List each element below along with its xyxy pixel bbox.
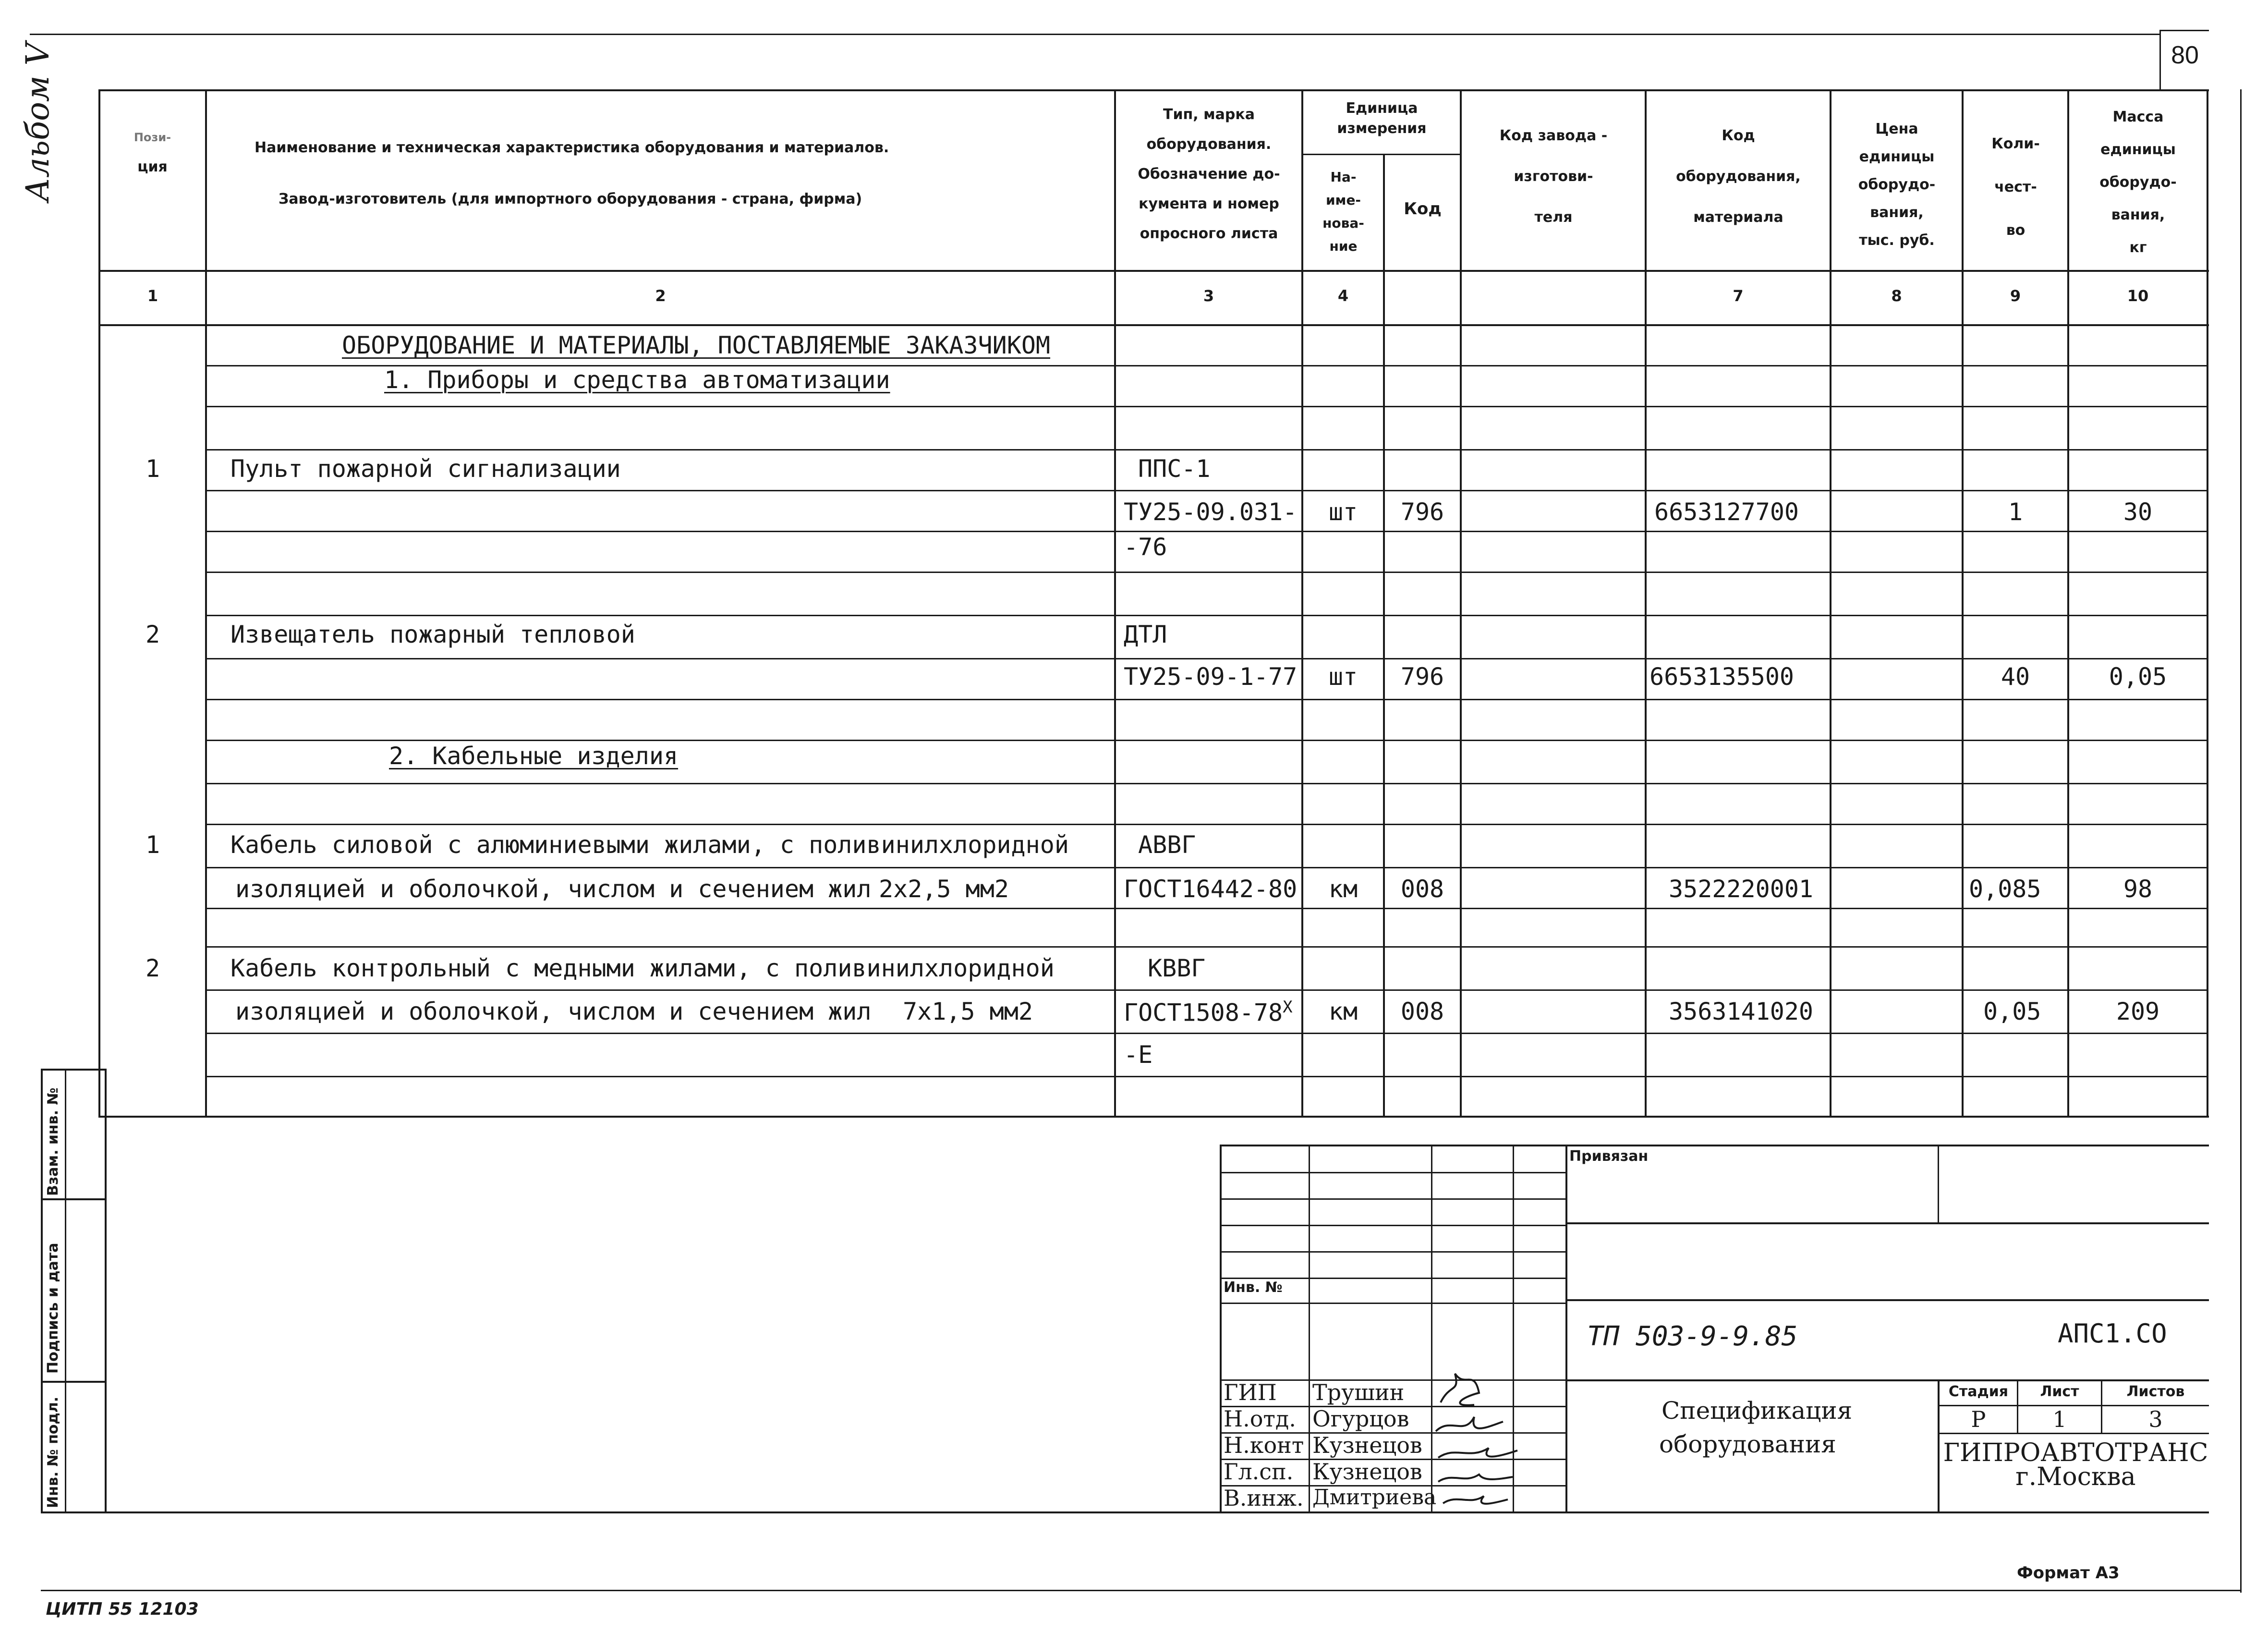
right-rule: [2240, 89, 2242, 1593]
stamp-stage: Р: [1971, 1406, 1986, 1432]
i1-unit: шт: [1328, 498, 1358, 526]
format-label: Формат А3: [2017, 1563, 2120, 1583]
stamp-title-1: Спецификация: [1662, 1397, 1853, 1425]
colnum-9: 9: [2010, 287, 2021, 305]
side-label-1: Взам. инв. №: [45, 1087, 61, 1196]
i4-equip-code: 3563141020: [1669, 998, 1814, 1025]
hdr-col4-l3: нова-: [1322, 215, 1364, 231]
hdr-col6-l3: теля: [1534, 209, 1573, 226]
row-line-7: [205, 658, 2207, 659]
row-line-1: [205, 406, 2207, 407]
i4-doc: [1124, 998, 1293, 1027]
i1-doc1: ТУ25-09.031-: [1124, 498, 1298, 526]
hdr-col4-l1: На-: [1330, 169, 1357, 185]
colnum-7: 7: [1733, 287, 1744, 305]
i3-code: 008: [1400, 875, 1444, 903]
i3-doc: ГОСТ16442-80: [1124, 875, 1298, 903]
stamp-stage-label: Стадия: [1948, 1383, 2009, 1400]
side-label-3: Инв. № подл.: [45, 1396, 61, 1508]
stamp-inv-no: Инв. №: [1224, 1279, 1283, 1296]
i1-name: Пульт пожарной сигнализации: [230, 455, 621, 483]
stamp-v5: [1938, 1145, 1939, 1224]
signature-4: [1438, 1474, 1513, 1482]
stamp-role-4: Гл.сп.: [1224, 1459, 1294, 1485]
hdr-col2: [211, 139, 1109, 207]
col-line-8: [1962, 89, 1964, 1117]
signature-3: [1438, 1448, 1517, 1458]
col-line-4: [1383, 154, 1385, 1117]
stamp-h-main: [1565, 1299, 2209, 1301]
hdr-col8-l3: оборудо-: [1858, 176, 1936, 193]
signature-2: [1436, 1417, 1503, 1431]
table-top: [98, 89, 2209, 91]
col-line-9: [2067, 89, 2069, 1117]
hdr-unit-l2: измерения: [1337, 120, 1427, 137]
stamp-sheets-label: Листов: [2126, 1383, 2185, 1400]
colnum-8: 8: [1891, 287, 1902, 305]
frame-bottom: [41, 1511, 2209, 1513]
i3-equip-code: 3522220001: [1669, 875, 1814, 903]
i1-doc2: -76: [1124, 533, 1167, 561]
hdr-col5: Код: [1404, 199, 1442, 219]
row-line-16: [205, 1033, 2207, 1034]
i3-name2: изоляцией и оболочкой, числом и сечением жил: [235, 875, 872, 903]
side-strip-inner: [65, 1069, 66, 1513]
i4-type: КВВГ: [1148, 954, 1206, 982]
i3-qty: 0,085: [1969, 875, 2041, 903]
row-line-17: [205, 1076, 2207, 1077]
i4-doc-text: ГОСТ1508-78: [1124, 999, 1283, 1027]
row-line-14: [205, 946, 2207, 948]
hdr-col1-l1: Пози-: [133, 131, 171, 144]
i1-code: 796: [1400, 498, 1444, 526]
col-line-1: [205, 89, 207, 1117]
side-strip-top: [41, 1069, 107, 1071]
header-bottom: [98, 270, 2209, 272]
col-line-6: [1645, 89, 1647, 1117]
stamp-v4: [1565, 1145, 1567, 1513]
i4-doc-sup: Х: [1283, 998, 1293, 1017]
i3-mass: 98: [2123, 875, 2153, 903]
signature-1: [1441, 1374, 1479, 1405]
i4-spec: 7х1,5 мм2: [903, 998, 1033, 1025]
hdr-col1-l2: ция: [137, 158, 168, 175]
stamp-name-4: Кузнецов: [1312, 1459, 1422, 1485]
i4-name1: Кабель контрольный с медными жилами, с поливинилхлоридной: [230, 954, 1055, 982]
hdr-col10-l4: вания,: [2111, 207, 2165, 223]
hdr-col9-l1: Коли-: [1991, 135, 2040, 152]
stamp-title-2: оборудования: [1659, 1430, 1836, 1458]
i3-spec: 2х2,5 мм2: [879, 875, 1009, 903]
i1-equip-code: 6653127700: [1654, 498, 1799, 526]
hdr-col10: [2070, 101, 2207, 264]
hdr-unit-l1: Единица: [1346, 100, 1418, 117]
col-line-3: [1301, 89, 1303, 1117]
stamp-name-1: Трушин: [1312, 1379, 1405, 1405]
stamp-h-stage2: [1938, 1433, 2209, 1434]
i3-unit: км: [1328, 875, 1358, 903]
hdr-col2-l1: Наименование и техническая характеристика оборудования и материалов.: [255, 139, 889, 156]
row-line-8: [205, 699, 2207, 700]
row-line-12: [205, 867, 2207, 868]
stamp-v1: [1309, 1145, 1310, 1513]
i2-mass: 0,05: [2109, 663, 2167, 691]
i2-equip-code: 6653135500: [1649, 663, 1795, 691]
section-title: ОБОРУДОВАНИЕ И МАТЕРИАЛЫ, ПОСТАВЛЯЕМЫЕ ЗАКАЗЧИКОМ: [342, 331, 1051, 359]
stamp-v-title: [1938, 1379, 1940, 1513]
hdr-col8-l1: Цена: [1875, 121, 1918, 137]
i3-name1: Кабель силовой с алюминиевыми жилами, с поливинилхлоридной: [230, 831, 1069, 859]
stamp-left: [1220, 1145, 1222, 1513]
i1-pos: 1: [145, 455, 160, 483]
stamp-h-priv: [1565, 1222, 2209, 1224]
i4-code: 008: [1400, 998, 1444, 1025]
colnum-4: 4: [1337, 287, 1349, 305]
i4-name2: изоляцией и оболочкой, числом и сечением жил: [235, 998, 872, 1025]
stamp-sheet-code: АПС1.СО: [2058, 1318, 2167, 1349]
row-line-2: [205, 449, 2207, 451]
colnum-10: 10: [2127, 287, 2149, 305]
stamp-sheet: 1: [2052, 1406, 2067, 1432]
stamp-org-1: ГИПРОАВТОТРАНС: [1943, 1438, 2208, 1467]
hdr-col6-l2: изготови-: [1514, 168, 1593, 185]
stamp-role-2: Н.отд.: [1224, 1406, 1296, 1432]
i2-pos: 2: [145, 621, 160, 648]
stamp-h-title: [1565, 1379, 2209, 1381]
hdr-col3-l5: опросного листа: [1140, 225, 1278, 242]
col-line-5: [1460, 89, 1462, 1117]
stamp-name-2: Огурцов: [1312, 1406, 1409, 1432]
hdr-col3-l4: кумента и номер: [1139, 195, 1279, 212]
side-label-2: Подпись и дата: [45, 1243, 61, 1374]
side-strip-left: [41, 1069, 43, 1513]
stamp-name-5: Дмитриева: [1312, 1485, 1437, 1510]
side-strip-right: [105, 1069, 107, 1513]
stamp-role-3: Н.конт: [1224, 1432, 1304, 1458]
stamp-row-2: [1220, 1225, 1565, 1226]
row-line-3: [205, 490, 2207, 491]
stamp-sheet-label: Лист: [2040, 1383, 2079, 1400]
stamp-role-1: ГИП: [1224, 1379, 1277, 1405]
side-strip-div1: [41, 1198, 107, 1200]
subsection-1: 1. Приборы и средства автоматизации: [384, 366, 890, 394]
stamp-sheets: 3: [2148, 1406, 2163, 1432]
subsection-2-text: 2. Кабельные изделия: [389, 742, 679, 770]
stamp-row-3: [1220, 1251, 1565, 1253]
stamp-row-1: [1220, 1198, 1565, 1200]
colnum-bottom: [98, 324, 2209, 326]
i3-pos: 1: [145, 831, 160, 859]
hdr-col8-l5: тыс. руб.: [1859, 232, 1935, 249]
row-line-15: [205, 989, 2207, 991]
table-bottom: [98, 1116, 2209, 1118]
colnum-1: 1: [147, 287, 158, 305]
hdr-col7-l2: оборудования,: [1676, 168, 1801, 185]
hdr-col9-l2: чест-: [1994, 179, 2037, 195]
hdr-col9: [1964, 122, 2067, 252]
stamp-role-5: В.инж.: [1224, 1485, 1304, 1511]
hdr-col3: [1116, 100, 1301, 249]
page-number: 80: [2171, 41, 2199, 69]
hdr-col7-l1: Код: [1722, 127, 1755, 144]
hdr-col10-l5: кг: [2129, 239, 2147, 256]
top-rule: [30, 34, 2159, 35]
col-line-7: [1830, 89, 1831, 1117]
hdr-col1: [101, 122, 204, 182]
row-line-5: [205, 572, 2207, 573]
i2-name: Извещатель пожарный тепловой: [230, 621, 635, 648]
colnum-2: 2: [655, 287, 666, 305]
i2-type: ДТЛ: [1124, 621, 1167, 648]
stamp-name-3: Кузнецов: [1312, 1432, 1422, 1458]
i1-qty: 1: [2008, 498, 2023, 526]
hdr-col7-l3: материала: [1693, 209, 1783, 226]
hdr-col6-l1: Код завода -: [1499, 127, 1608, 144]
stamp-doc-code: ТП 503-9-9.85: [1587, 1321, 1798, 1352]
signature-5: [1443, 1496, 1508, 1504]
i1-type: ППС-1: [1138, 455, 1211, 483]
row-line-4: [205, 531, 2207, 532]
hdr-col8: [1832, 115, 1962, 255]
stamp-row-5: [1220, 1303, 1565, 1304]
colnum-3: 3: [1203, 287, 1214, 305]
unit-divider: [1301, 154, 1460, 155]
stamp-top: [1220, 1145, 2209, 1146]
i4-qty: 0,05: [1983, 998, 2041, 1025]
hdr-col8-l2: единицы: [1859, 148, 1935, 165]
hdr-col9-l3: во: [2006, 222, 2025, 239]
frame-bottom-outer: [41, 1590, 2240, 1591]
hdr-col3-l3: Обозначение до-: [1138, 166, 1280, 183]
i1-mass: 30: [2123, 498, 2153, 526]
signatures: [1431, 1364, 1527, 1508]
stamp-org-2: г.Москва: [2015, 1462, 2136, 1491]
i2-code: 796: [1400, 663, 1444, 691]
stamp-row-0: [1220, 1172, 1565, 1173]
i2-unit: шт: [1328, 663, 1358, 691]
subsection-2: [389, 742, 678, 770]
i4-pos: 2: [145, 954, 160, 982]
hdr-col10-l3: оборудо-: [2099, 174, 2177, 191]
i4-unit: км: [1328, 998, 1358, 1025]
hdr-col8-l4: вания,: [1870, 204, 1924, 221]
hdr-unit: [1304, 98, 1460, 139]
row-line-11: [205, 824, 2207, 825]
hdr-col3-l2: оборудования.: [1146, 136, 1272, 153]
hdr-col3-l1: Тип, марка: [1163, 106, 1255, 123]
i4-mass: 209: [2116, 998, 2160, 1025]
i2-qty: 40: [2001, 663, 2030, 691]
hdr-col10-l2: единицы: [2100, 141, 2176, 158]
row-line-10: [205, 783, 2207, 784]
side-strip-div2: [41, 1381, 107, 1383]
hdr-col6: [1462, 115, 1645, 238]
row-line-13: [205, 908, 2207, 909]
i2-doc: ТУ25-09-1-77: [1124, 663, 1298, 691]
i4-doc2: -Е: [1124, 1041, 1153, 1069]
hdr-col4: [1304, 166, 1383, 258]
col-line-10: [2207, 89, 2208, 1117]
hdr-col7: [1647, 115, 1830, 238]
margin-note: Альбом V: [19, 42, 56, 202]
row-line-6: [205, 615, 2207, 616]
footer-code: ЦИТП 55 12103: [46, 1599, 199, 1619]
hdr-col4-l4: ние: [1329, 238, 1358, 254]
row-line-9: [205, 740, 2207, 741]
col-line-2: [1114, 89, 1116, 1117]
stamp-privyazan: Привязан: [1569, 1148, 1649, 1165]
hdr-col4-l2: име-: [1325, 192, 1361, 208]
i3-type: АВВГ: [1138, 831, 1196, 859]
hdr-col2-l2: Завод-изготовитель (для импортного оборудования - страна, фирма): [279, 191, 862, 207]
hdr-col10-l1: Масса: [2112, 109, 2164, 125]
